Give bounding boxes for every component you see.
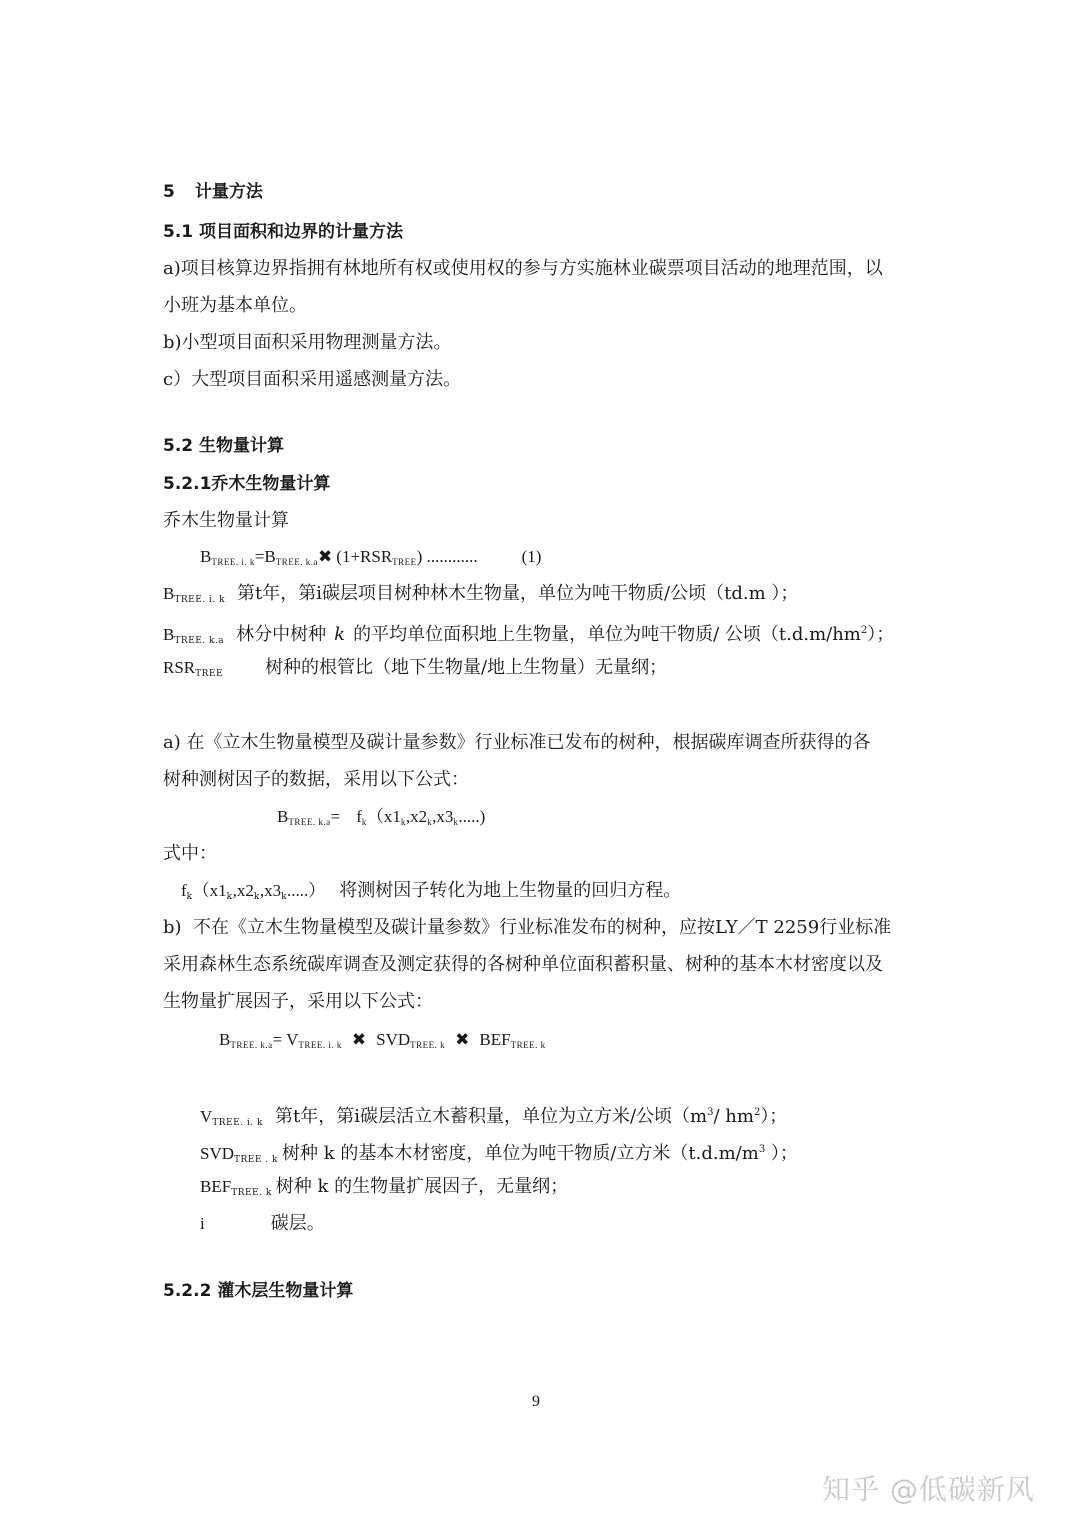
paragraph-b2-line1: b) 不在《立木生物量模型及碳计量参数》行业标准发布的树种，应按LY／T 2259行业标准: [163, 917, 892, 938]
equation-3: [219, 1028, 546, 1057]
paragraph-a-line2: 小班为基本单位。: [163, 295, 307, 316]
def-superscript: 3: [707, 1107, 714, 1118]
def-text: 第t年，第i碳层活立木蓄积量，单位为立方米/公顷（m: [274, 1106, 708, 1127]
def-symbol: B: [163, 625, 175, 644]
eq-subscript: k: [400, 817, 406, 827]
equation-2: [277, 805, 485, 834]
def-text: / hm: [713, 1106, 754, 1127]
shizhong-label: 式中：: [163, 843, 217, 864]
def-symbol: i: [200, 1214, 205, 1233]
def-text: ）；: [867, 624, 895, 645]
def-symbol: B: [163, 584, 175, 603]
eq-subscript: TREE. i. k: [211, 557, 255, 567]
tree-biomass-intro: 乔木生物量计算: [163, 510, 289, 531]
def-text: 第t年，第i碳层项目树种林木生物量，单位为吨干物质/公顷（td.m ）；: [237, 583, 799, 604]
multiply-icon: ✖: [351, 1030, 367, 1050]
def-symbol: V: [200, 1107, 213, 1126]
eq-subscript: k: [427, 817, 433, 827]
def-text: ,x3: [259, 881, 282, 900]
def-symbol: BEF: [200, 1177, 232, 1196]
def-variable: k: [334, 624, 346, 645]
def-subscript: TREE: [195, 669, 224, 679]
section-5-1-heading: 5.1 项目面积和边界的计量方法: [163, 222, 404, 242]
paragraph-b: b)小型项目面积采用物理测量方法。: [163, 332, 452, 353]
multiply-icon: ✖: [318, 547, 333, 567]
def-superscript: 3: [758, 1144, 766, 1155]
eq-text: ,x3: [432, 807, 454, 826]
eq-subscript: k: [453, 817, 459, 827]
equation-number: (1): [521, 547, 542, 566]
def-subscript: k: [226, 892, 233, 902]
def-text: 将测树因子转化为地上生物量的回归方程。: [339, 880, 682, 901]
eq-symbol: B: [219, 1030, 231, 1049]
paragraph-b2-line3: 生物量扩展因子，采用以下公式：: [163, 991, 433, 1012]
eq-text: =: [330, 807, 341, 826]
eq-text: ) ............: [416, 547, 478, 566]
eq-symbol: f: [356, 807, 362, 826]
def-subscript: TREE. i. k: [212, 1118, 263, 1128]
def-subscript: k: [281, 892, 288, 902]
eq-text: =B: [254, 547, 276, 566]
definition-i: [200, 1212, 325, 1236]
section-5-2-2-heading: 5.2.2 灌木层生物量计算: [163, 1281, 354, 1301]
def-text: 碳层。: [270, 1213, 325, 1234]
definition-v-tree: [200, 1101, 787, 1135]
section-5-2-heading: 5.2 生物量计算: [163, 436, 285, 456]
def-subscript: k: [253, 892, 260, 902]
def-subscript: TREE. k: [231, 1188, 272, 1198]
equation-1: [200, 545, 541, 574]
eq-text: ,x2: [405, 807, 428, 826]
def-subscript: TREE. k.a: [174, 636, 225, 646]
eq-symbol: B: [277, 807, 289, 826]
section-5-2-1-heading: 5.2.1乔木生物量计算: [163, 474, 331, 494]
def-text: （x1: [192, 881, 227, 900]
def-text: .....）: [287, 881, 326, 900]
paragraph-a2-line1: a) 在《立木生物量模型及碳计量参数》行业标准已发布的树种，根据碳库调查所获得的各: [163, 732, 871, 753]
def-superscript: 2: [753, 1107, 761, 1118]
def-text: 树种 k 的生物量扩展因子，无量纲；: [275, 1176, 569, 1197]
def-subscript: TREE. i. k: [174, 595, 226, 605]
paragraph-c: c）大型项目面积采用遥感测量方法。: [163, 369, 462, 390]
def-text: ）；: [765, 1143, 798, 1164]
def-symbol: SVD: [200, 1144, 235, 1163]
def-symbol: f: [181, 881, 187, 900]
definition-b-tree-ik: [163, 582, 798, 612]
eq-subscript: TREE. k: [510, 1040, 546, 1050]
eq-symbol: BEF: [479, 1030, 511, 1049]
def-text: ）；: [760, 1106, 788, 1127]
eq-text: .....): [458, 807, 486, 826]
eq-subscript: TREE. k.a: [275, 557, 319, 567]
eq-text: (1+RSR: [336, 547, 393, 566]
zhihu-watermark: 知乎 @低碳新风: [822, 1473, 1035, 1506]
def-superscript: 2: [860, 625, 868, 636]
def-text: 林分中树种: [236, 624, 327, 645]
def-text: 树种的根管比（地下生物量/地上生物量）无量纲；: [265, 657, 668, 678]
eq-text: = V: [272, 1030, 299, 1049]
def-subscript: TREE . k: [234, 1155, 278, 1165]
definition-b-tree-ka: [163, 619, 894, 653]
paragraph-a2-line2: 树种测树因子的数据，采用以下公式：: [163, 769, 469, 790]
paragraph-b2-line2: 采用森林生态系统碳库调查及测定获得的各树种单位面积蓄积量、树种的基本木材密度以及: [163, 954, 883, 975]
section-number: 5: [163, 182, 175, 202]
def-text: ,x2: [232, 881, 254, 900]
eq-subscript: TREE. i. k: [298, 1040, 342, 1050]
eq-subscript: TREE. k.a: [288, 817, 331, 827]
definition-rsr-tree: [163, 656, 667, 686]
eq-symbol: B: [200, 547, 212, 566]
eq-subscript: TREE: [392, 557, 417, 567]
eq-symbol: SVD: [376, 1030, 411, 1049]
section-5-heading: [163, 180, 263, 204]
paragraph-a-line1: a)项目核算边界指拥有林地所有权或使用权的参与方实施林业碳票项目活动的地理范围，以: [163, 258, 883, 279]
page-number: 9: [532, 1393, 540, 1410]
eq-subscript: k: [361, 817, 367, 827]
section-title: 计量方法: [194, 182, 263, 202]
eq-subscript: TREE. k.a: [230, 1040, 273, 1050]
definition-fk: [181, 879, 681, 909]
def-text: 的平均单位面积地上生物量，单位为吨干物质/ 公顷（t.d.m/hm: [353, 624, 861, 645]
multiply-icon: ✖: [455, 1030, 470, 1050]
eq-subscript: TREE. k: [410, 1040, 446, 1050]
def-subscript: k: [186, 892, 193, 902]
definition-svd-tree: [200, 1138, 798, 1172]
definition-bef-tree: [200, 1175, 568, 1205]
def-symbol: RSR: [163, 658, 196, 677]
def-text: 树种 k 的基本木材密度，单位为吨干物质/立方米（t.d.m/m: [281, 1143, 759, 1164]
eq-text: （x1: [366, 807, 401, 826]
